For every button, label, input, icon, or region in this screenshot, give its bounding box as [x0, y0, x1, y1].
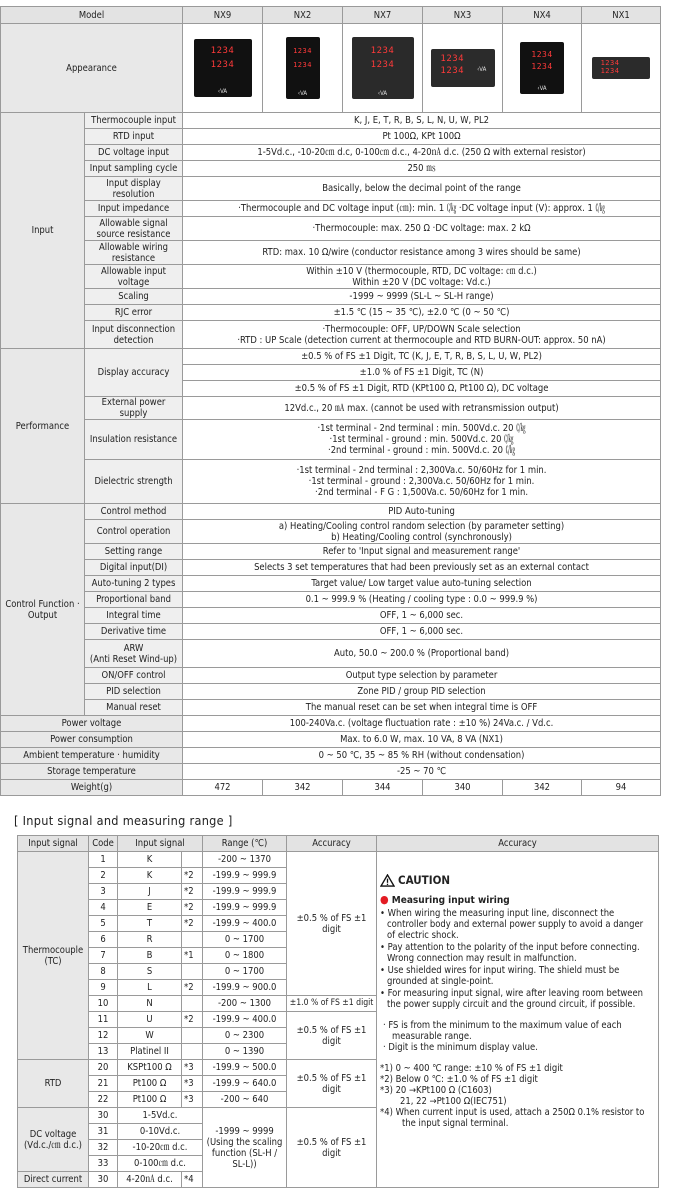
controller-image-nx1 [592, 57, 650, 79]
signal-cell: K [118, 852, 182, 868]
fs-notes [380, 1020, 652, 1053]
red-dot-icon: ● [380, 893, 389, 906]
range-cell: 0 ~ 1390 [203, 1044, 287, 1060]
spec-value: -1999 ~ 9999 (SL-L ~ SL-H range) [183, 289, 661, 305]
nx7-brand: ‹VA [377, 90, 388, 97]
code-cell: 6 [89, 932, 118, 948]
spec-value [183, 265, 661, 289]
nx7-display-bottom: 1234 [370, 60, 395, 70]
accuracy-cell: ±0.5 % of FS ±1 digit [287, 852, 377, 996]
controller-image-nx9 [194, 39, 252, 97]
code-cell: 4 [89, 900, 118, 916]
weight-nx9: 472 [183, 780, 263, 796]
range-cell-dc: -1999 ~ 9999 (Using the scaling function (SL-H / SL-L)) [203, 1108, 287, 1188]
model-nx3: NX3 [423, 7, 503, 24]
controller-image-nx4 [520, 42, 564, 94]
model-nx4: NX4 [503, 7, 582, 24]
spec-label: Scaling [85, 289, 183, 305]
appearance-label: Appearance [1, 24, 183, 113]
category-control-function: Control Function · Output [1, 504, 85, 716]
spec-value: Basically, below the decimal point of the range [183, 177, 661, 201]
caution-bullet: • Use shielded wires for input wiring. The shield must be grounded at single-point. [380, 965, 620, 987]
spec-value: ±1.5 ℃ (15 ~ 35 ℃), ±2.0 ℃ (0 ~ 50 ℃) [183, 305, 661, 321]
note-mark [182, 852, 203, 868]
note-mark: *3 [182, 1092, 203, 1108]
spec-label: Ambient temperature · humidity [1, 748, 183, 764]
group-thermocouple: Thermocouple (TC) [18, 852, 89, 1060]
spec-value-line: Within ±20 V (DC voltage: Vd.c.) [352, 276, 491, 288]
range-cell: -200 ~ 1370 [203, 852, 287, 868]
range-cell: -199.9 ~ 999.9 [203, 868, 287, 884]
footnotes [380, 1063, 652, 1129]
spec-label: Insulation resistance [85, 420, 183, 460]
signal-cell: U [118, 1012, 182, 1028]
caution-bullet: • For measuring input signal, wire after leaving room between the power supply circuit and the ground circuit, if possible. [380, 988, 644, 1010]
signal-cell: T [118, 916, 182, 932]
spec-label-line: ARW [123, 642, 144, 654]
range-cell: -199.9 ~ 640.0 [203, 1076, 287, 1092]
signal-cell: L [118, 980, 182, 996]
code-cell: 21 [89, 1076, 118, 1092]
spec-value-line: ·2nd terminal - F G : 1,500Va.c. 50/60Hz for 1 min. [315, 487, 528, 498]
spec-value-line: Within ±10 V (thermocouple, RTD, DC voltage: ㎝ d.c.) [306, 265, 537, 277]
model-nx7: NX7 [343, 7, 423, 24]
code-cell: 3 [89, 884, 118, 900]
spec-value-line: a) Heating/Cooling control random selection (by parameter setting) [278, 520, 565, 532]
appearance-nx7 [343, 24, 423, 113]
signal-cell: N [118, 996, 182, 1012]
specification-table [0, 6, 661, 796]
fs-note: · FS is from the minimum to the maximum value of each measurable range. [383, 1020, 622, 1042]
range-cell: 0 ~ 2300 [203, 1028, 287, 1044]
range-cell: -200 ~ 640 [203, 1092, 287, 1108]
note-mark: *1 [182, 948, 203, 964]
model-header: Model [1, 7, 183, 24]
appearance-nx3 [423, 24, 503, 113]
spec-value [183, 460, 661, 504]
spec-value-line: b) Heating/Cooling control (synchronously) [331, 531, 512, 543]
weight-label: Weight(g) [1, 780, 183, 796]
appearance-nx4 [503, 24, 582, 113]
footnote: *4) When current input is used, attach a 250Ω 0.1% resistor to the input signal terminal. [380, 1107, 645, 1129]
spec-value: OFF, 1 ~ 6,000 sec. [183, 608, 661, 624]
range-cell: -199.9 ~ 999.9 [203, 884, 287, 900]
code-cell: 10 [89, 996, 118, 1012]
spec-value [183, 321, 661, 349]
nx4-brand: ‹VA [537, 85, 547, 92]
spec-value: OFF, 1 ~ 6,000 sec. [183, 624, 661, 640]
spec-value-line: ·1st terminal - ground : min. 500Vd.c. 20 ㏆ [329, 434, 514, 445]
spec-label: Power consumption [1, 732, 183, 748]
controller-image-nx2 [286, 37, 320, 99]
signal-cell: -10-20㎝ d.c. [118, 1140, 203, 1156]
spec-value: 1-5Vd.c., -10-20㎝ d.c, 0-100㎝ d.c., 4-20㎁ d.c. (250 Ω with external resistor) [183, 145, 661, 161]
spec-label: Control operation [85, 520, 183, 544]
appearance-nx2 [263, 24, 343, 113]
signal-cell: 4-20㎁ d.c. [118, 1172, 182, 1188]
code-cell: 5 [89, 916, 118, 932]
spec-value-line: ·RTD : UP Scale (detection current at thermocouple and RTD BURN-OUT: approx. 50 nA) [237, 334, 606, 346]
spec-value: ±0.5 % of FS ±1 Digit, TC (K, J, E, T, R, B, S, L, U, W, PL2) [183, 349, 661, 365]
nx2-brand: ‹VA [297, 90, 308, 97]
spec-value: ±1.0 % of FS ±1 Digit, TC (N) [183, 365, 661, 381]
code-cell: 32 [89, 1140, 118, 1156]
spec-label: Display accuracy [85, 349, 183, 397]
signal-cell: E [118, 900, 182, 916]
weight-nx1: 94 [582, 780, 661, 796]
spec-value: -25 ~ 70 ℃ [183, 764, 661, 780]
code-cell: 8 [89, 964, 118, 980]
nx4-display-bottom: 1234 [531, 62, 553, 71]
note-mark: *2 [182, 868, 203, 884]
spec-value: Max. to 6.0 W, max. 10 VA, 8 VA (NX1) [183, 732, 661, 748]
signal-cell: 1-5Vd.c. [118, 1108, 203, 1124]
measuring-wiring-heading [380, 894, 652, 906]
accuracy-cell: ±1.0 % of FS ±1 digit [287, 996, 377, 1012]
category-input: Input [1, 113, 85, 349]
spec-value: 250 ㎳ [183, 161, 661, 177]
fs-note: · Digit is the minimum display value. [383, 1042, 538, 1053]
range-cell: -199.9 ~ 500.0 [203, 1060, 287, 1076]
header-accuracy: Accuracy [287, 836, 377, 852]
spec-label: Power voltage [1, 716, 183, 732]
spec-label [85, 640, 183, 668]
spec-value: ·Thermocouple: max. 250 Ω ·DC voltage: max. 2 kΩ [183, 217, 661, 241]
spec-label: RTD input [85, 129, 183, 145]
spec-label-line: (Anti Reset Wind-up) [89, 653, 178, 665]
spec-label: PID selection [85, 684, 183, 700]
spec-value: Selects 3 set temperatures that had been previously set as an external contact [183, 560, 661, 576]
note-mark [182, 1044, 203, 1060]
spec-label: Digital input(DI) [85, 560, 183, 576]
spec-label: Input display resolution [85, 177, 183, 201]
spec-value [183, 520, 661, 544]
spec-value-line: ·2nd terminal - ground : min. 500Vd.c. 20 ㏆ [328, 445, 516, 456]
group-direct-current: Direct current [18, 1172, 89, 1188]
header-accuracy-notes: Accuracy [377, 836, 659, 852]
spec-value: PID Auto-tuning [183, 504, 661, 520]
header-code: Code [89, 836, 118, 852]
spec-value-line: ·1st terminal - 2nd terminal : min. 500Vd.c. 20 ㏆ [317, 423, 526, 434]
spec-label: Input impedance [85, 201, 183, 217]
footnote: *1) 0 ~ 400 ℃ range: ±10 % of FS ±1 digit [380, 1063, 563, 1074]
code-cell: 13 [89, 1044, 118, 1060]
code-cell: 7 [89, 948, 118, 964]
code-cell: 33 [89, 1156, 118, 1172]
nx4-display-top: 1234 [531, 50, 553, 59]
spec-label: Input sampling cycle [85, 161, 183, 177]
signal-cell: W [118, 1028, 182, 1044]
spec-label: Allowable input voltage [85, 265, 183, 289]
caution-panel [377, 852, 659, 1188]
code-cell: 12 [89, 1028, 118, 1044]
nx1-display-top: 1234 [600, 59, 620, 67]
spec-value: RTD: max. 10 Ω/wire (conductor resistance among 3 wires should be same) [183, 241, 661, 265]
signal-cell: Pt100 Ω [118, 1076, 182, 1092]
spec-label: Storage temperature [1, 764, 183, 780]
spec-label: Thermocouple input [85, 113, 183, 129]
spec-label: Control method [85, 504, 183, 520]
nx3-brand: ‹VA [477, 66, 487, 73]
header-input-signal: Input signal [18, 836, 89, 852]
spec-value: 12Vd.c., 20 ㎃ max. (cannot be used with retransmission output) [183, 397, 661, 420]
model-nx2: NX2 [263, 7, 343, 24]
spec-value: 0.1 ~ 999.9 % (Heating / cooling type : 0.0 ~ 999.9 %) [183, 592, 661, 608]
code-cell: 11 [89, 1012, 118, 1028]
spec-label: Input disconnection detection [85, 321, 183, 349]
model-nx1: NX1 [582, 7, 661, 24]
range-cell: 0 ~ 1700 [203, 964, 287, 980]
signal-cell: 0-100㎝ d.c. [118, 1156, 203, 1172]
weight-nx2: 342 [263, 780, 343, 796]
spec-value: Pt 100Ω, KPt 100Ω [183, 129, 661, 145]
note-mark: *2 [182, 884, 203, 900]
spec-label: RJC error [85, 305, 183, 321]
header-range: Range (℃) [203, 836, 287, 852]
signal-cell: B [118, 948, 182, 964]
spec-value [183, 420, 661, 460]
controller-image-nx3 [431, 49, 495, 87]
spec-label: ON/OFF control [85, 668, 183, 684]
caution-heading [380, 874, 652, 887]
spec-label: DC voltage input [85, 145, 183, 161]
nx9-display-top: 1234 [210, 46, 235, 56]
input-range-table [17, 835, 659, 1188]
spec-label: Allowable signal source resistance [85, 217, 183, 241]
spec-label: Allowable wiring resistance [85, 241, 183, 265]
code-cell: 20 [89, 1060, 118, 1076]
spec-value: Auto, 50.0 ~ 200.0 % (Proportional band) [183, 640, 661, 668]
signal-cell: S [118, 964, 182, 980]
signal-cell: Pt100 Ω [118, 1092, 182, 1108]
code-cell: 2 [89, 868, 118, 884]
spec-value: 0 ~ 50 ℃, 35 ~ 85 % RH (without condensation) [183, 748, 661, 764]
spec-label: Manual reset [85, 700, 183, 716]
footnote: 21, 22 →Pt100 Ω(IEC751) [400, 1096, 507, 1107]
spec-label: Dielectric strength [85, 460, 183, 504]
spec-value: Refer to 'Input signal and measurement range' [183, 544, 661, 560]
caution-bullet: • Pay attention to the polarity of the input before connecting. Wrong connection may result in malfunction. [380, 942, 640, 964]
note-mark: *2 [182, 916, 203, 932]
range-cell: -199.9 ~ 400.0 [203, 1012, 287, 1028]
spec-value: The manual reset can be set when integral time is OFF [183, 700, 661, 716]
nx3-display-top: 1234 [440, 54, 465, 64]
signal-cell: 0-10Vd.c. [118, 1124, 203, 1140]
spec-value-line: ·Thermocouple: OFF, UP/DOWN Scale selection [322, 323, 521, 335]
code-cell: 31 [89, 1124, 118, 1140]
group-rtd: RTD [18, 1060, 89, 1108]
accuracy-cell: ±0.5 % of FS ±1 digit [287, 1012, 377, 1060]
spec-value: ·Thermocouple and DC voltage input (㎝): min. 1 ㏆ ·DC voltage input (V): approx. 1 ㏆ [183, 201, 661, 217]
nx7-display-top: 1234 [370, 46, 395, 56]
note-mark: *2 [182, 980, 203, 996]
note-mark: *4 [182, 1172, 203, 1188]
spec-label: Auto-tuning 2 types [85, 576, 183, 592]
footnote: *3) 20 →KPt100 Ω (C1603) [380, 1085, 492, 1096]
signal-cell: Platinel II [118, 1044, 182, 1060]
spec-value: 100-240Va.c. (voltage fluctuation rate : ±10 %) 24Va.c. / Vd.c. [183, 716, 661, 732]
spec-label: Integral time [85, 608, 183, 624]
measuring-wiring-title: Measuring input wiring [391, 895, 510, 906]
footnote: *2) Below 0 ℃: ±1.0 % of FS ±1 digit [380, 1074, 538, 1085]
code-cell: 22 [89, 1092, 118, 1108]
warning-triangle-icon [380, 874, 395, 887]
spec-value: ±0.5 % of FS ±1 Digit, RTD (KPt100 Ω, Pt100 Ω), DC voltage [183, 381, 661, 397]
group-dc-voltage: DC voltage (Vd.c./㎝ d.c.) [18, 1108, 89, 1172]
spec-label: Proportional band [85, 592, 183, 608]
appearance-nx1 [582, 24, 661, 113]
spec-label: Setting range [85, 544, 183, 560]
weight-nx4: 342 [503, 780, 582, 796]
spec-label: Derivative time [85, 624, 183, 640]
header-input-signal-type: Input signal [118, 836, 203, 852]
spec-label: External power supply [85, 397, 183, 420]
note-mark: *3 [182, 1060, 203, 1076]
code-cell: 9 [89, 980, 118, 996]
nx1-display-bottom: 1234 [600, 67, 620, 75]
spec-value: Target value/ Low target value auto-tuning selection [183, 576, 661, 592]
spec-value-line: ·1st terminal - 2nd terminal : 2,300Va.c. 50/60Hz for 1 min. [296, 465, 547, 476]
range-cell: -199.9 ~ 999.9 [203, 900, 287, 916]
caution-bullet: • When wiring the measuring input line, disconnect the controller body and external power supply to avoid a danger of electric shock. [380, 908, 644, 941]
nx2-display-bottom: 1234 [293, 61, 312, 69]
note-mark [182, 1028, 203, 1044]
range-cell: 0 ~ 1800 [203, 948, 287, 964]
code-cell: 30 [89, 1108, 118, 1124]
nx2-display-top: 1234 [293, 47, 312, 55]
range-cell: -199.9 ~ 400.0 [203, 916, 287, 932]
code-cell: 1 [89, 852, 118, 868]
model-nx9: NX9 [183, 7, 263, 24]
caution-title: CAUTION [398, 873, 451, 887]
note-mark: *3 [182, 1076, 203, 1092]
accuracy-cell: ±0.5 % of FS ±1 digit [287, 1108, 377, 1188]
nx9-display-bottom: 1234 [210, 60, 235, 70]
range-cell: 0 ~ 1700 [203, 932, 287, 948]
appearance-nx9 [183, 24, 263, 113]
signal-cell: KSPt100 Ω [118, 1060, 182, 1076]
range-cell: -200 ~ 1300 [203, 996, 287, 1012]
note-mark [182, 964, 203, 980]
range-cell: -199.9 ~ 900.0 [203, 980, 287, 996]
accuracy-cell: ±0.5 % of FS ±1 digit [287, 1060, 377, 1108]
note-mark [182, 932, 203, 948]
spec-value: K, J, E, T, R, B, S, L, N, U, W, PL2 [183, 113, 661, 129]
signal-cell: K [118, 868, 182, 884]
note-mark [182, 996, 203, 1012]
code-cell: 30 [89, 1172, 118, 1188]
weight-nx7: 344 [343, 780, 423, 796]
weight-nx3: 340 [423, 780, 503, 796]
nx9-brand: ‹VA [217, 88, 228, 95]
note-mark: *2 [182, 1012, 203, 1028]
controller-image-nx7 [352, 37, 414, 99]
signal-cell: J [118, 884, 182, 900]
category-performance: Performance [1, 349, 85, 504]
signal-cell: R [118, 932, 182, 948]
nx3-display-bottom: 1234 [440, 66, 465, 76]
section-title: [ Input signal and measuring range ] [14, 813, 233, 828]
spec-value-line: ·1st terminal - ground : 2,300Va.c. 50/60Hz for 1 min. [308, 476, 535, 487]
spec-value: Output type selection by parameter [183, 668, 661, 684]
note-mark: *2 [182, 900, 203, 916]
spec-value: Zone PID / group PID selection [183, 684, 661, 700]
